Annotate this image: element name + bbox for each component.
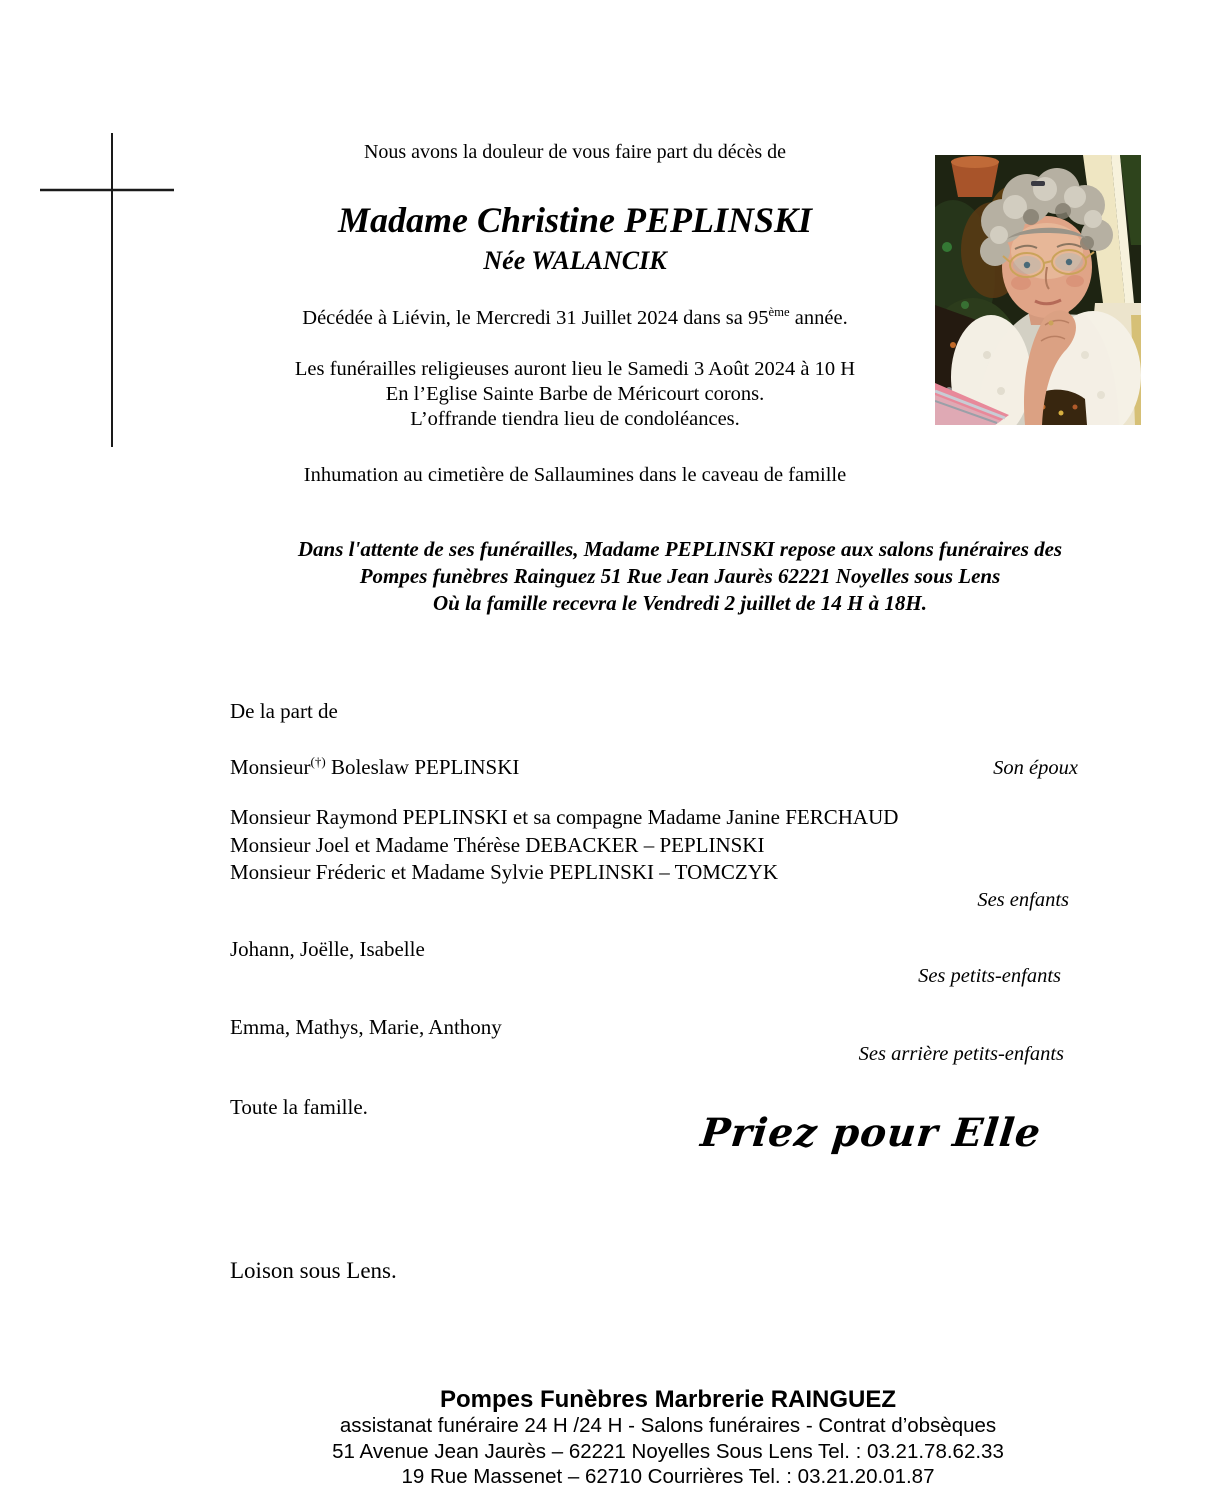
death-line: [230, 306, 920, 331]
funeral-home-name: Pompes Funèbres Marbrerie RAINGUEZ: [439, 1386, 897, 1413]
repose-line-1: Dans l'attente de ses funérailles, Madame PEPLINSKI repose aux salons funéraires des: [297, 537, 1063, 561]
funeral-home-services: assistanat funéraire 24 H /24 H - Salons funéraires - Contrat d’obsèques: [339, 1414, 997, 1437]
death-line-text: Décédée à Liévin, le Mercredi 31 Juillet 2024 dans sa 95: [302, 307, 769, 329]
city-line: Loison sous Lens.: [230, 1258, 397, 1283]
pray-script-text: Priez pour Elle: [698, 1110, 1044, 1156]
spouse-name-text: Monsieur: [230, 755, 311, 779]
portrait-photo: [935, 155, 1141, 425]
funeral-details: [230, 357, 920, 432]
funeral-line-3: L’offrande tiendra lieu de condoléances.: [410, 408, 740, 430]
children-label: Ses enfants: [977, 889, 1069, 911]
child-line: Monsieur Fréderic et Madame Sylvie PEPLINSKI – TOMCZYK: [230, 860, 779, 884]
cross-icon: [35, 130, 180, 452]
inhumation-line: Inhumation au cimetière de Sallaumines dans le caveau de famille: [303, 464, 847, 486]
great-grandchildren-line: Emma, Mathys, Marie, Anthony: [230, 1015, 502, 1039]
great-grandchildren-label: Ses arrière petits-enfants: [858, 1043, 1064, 1065]
repose-line-2: Pompes funèbres Rainguez 51 Rue Jean Jaurès 62221 Noyelles sous Lens: [359, 564, 1001, 588]
deceased-dagger-superscript: (†): [310, 754, 326, 769]
repose-block: [245, 536, 1115, 617]
announcement-header: [230, 141, 920, 488]
funeral-home-address-2: 19 Rue Massenet – 62710 Courrières Tel. : 03.21.20.01.87: [401, 1465, 935, 1488]
child-line: Monsieur Raymond PEPLINSKI et sa compagne Madame Janine FERCHAUD: [230, 805, 899, 829]
death-line-superscript: ème: [768, 305, 790, 320]
repose-line-3: Où la famille recevra le Vendredi 2 juillet de 14 H à 18H.: [432, 591, 928, 615]
death-line-end: année.: [789, 307, 848, 329]
spouse-label: Son époux: [993, 757, 1078, 779]
grandchildren-line: Johann, Joëlle, Isabelle: [230, 937, 425, 961]
spouse-name: [230, 755, 519, 780]
maiden-name: Née WALANCIK: [483, 246, 667, 275]
funeral-line-1: Les funérailles religieuses auront lieu le Samedi 3 Août 2024 à 10 H: [294, 358, 856, 380]
spouse-row: [230, 755, 1078, 780]
child-line: Monsieur Joel et Madame Thérèse DEBACKER – PEPLINSKI: [230, 832, 765, 857]
intro-line: Nous avons la douleur de vous faire part du décès de: [363, 141, 787, 163]
deceased-name: Madame Christine PEPLINSKI: [337, 200, 813, 240]
grandchildren-label: Ses petits-enfants: [918, 965, 1061, 987]
spouse-name-end: Boleslaw PEPLINSKI: [325, 755, 520, 779]
children-list: [230, 804, 898, 887]
funeral-home-footer: [230, 1386, 1106, 1490]
portrait-photo-image: [935, 155, 1141, 425]
family-heading: De la part de: [230, 699, 338, 723]
whole-family-line: Toute la famille.: [230, 1095, 368, 1119]
funeral-line-2: En l’Eglise Sainte Barbe de Méricourt corons.: [385, 383, 765, 405]
funeral-home-address-1: 51 Avenue Jean Jaurès – 62221 Noyelles Sous Lens Tel. : 03.21.78.62.33: [332, 1439, 1004, 1463]
